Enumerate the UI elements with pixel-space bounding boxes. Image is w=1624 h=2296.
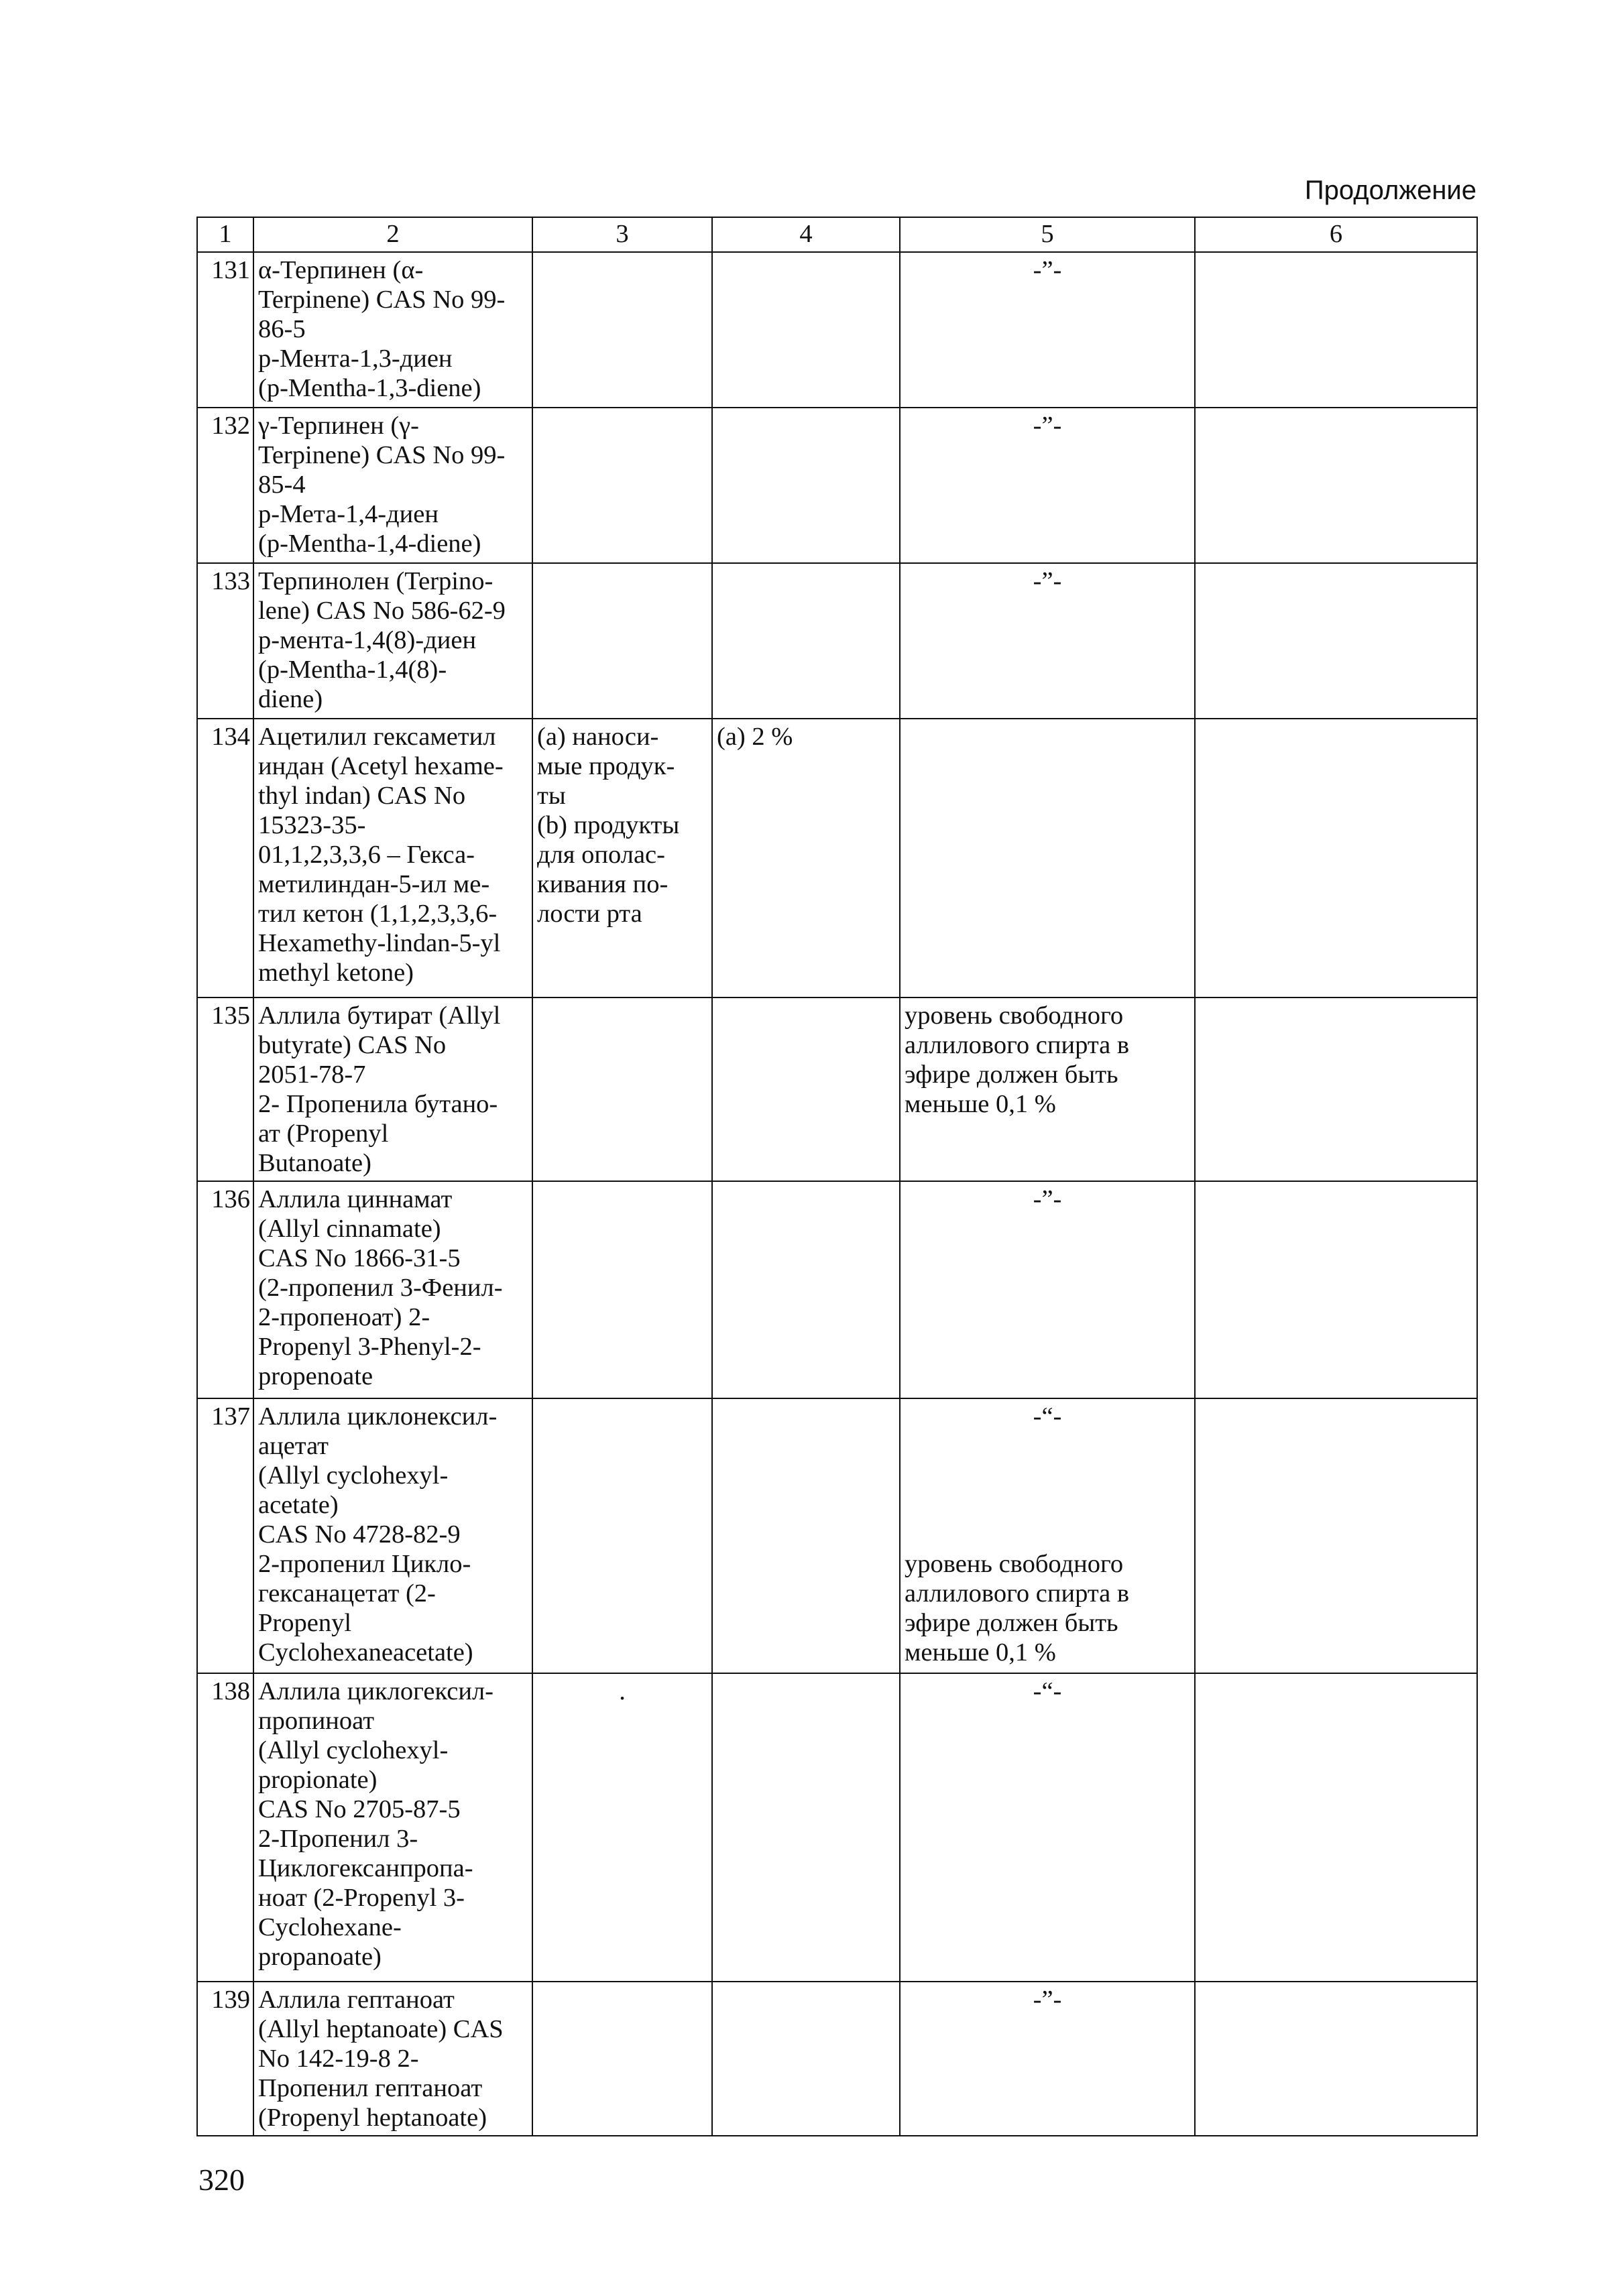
product-type-cell xyxy=(532,998,712,1181)
substance-name-line: Butanoate) xyxy=(258,1149,371,1177)
product-type-line: (b) продукты xyxy=(537,811,680,839)
substance-name-line: Hexamethy-lindan-5-yl xyxy=(258,929,501,957)
conditions-cell xyxy=(900,998,1195,1181)
notes-cell xyxy=(1195,1982,1477,2136)
substance-name-line: lene) CAS No 586-62-9 xyxy=(258,597,506,625)
substance-name-line: Аллила циклонексил- xyxy=(258,1402,498,1431)
substance-name-line: diene) xyxy=(258,685,323,713)
conditions-line: эфире должен быть xyxy=(905,1609,1118,1637)
substance-name-line: 2- Пропенила бутано- xyxy=(258,1090,498,1118)
product-type-cell xyxy=(532,563,712,719)
notes-cell xyxy=(1195,719,1477,998)
substance-name-line: ноат (2-Propenyl 3- xyxy=(258,1884,465,1912)
max-concentration-cell xyxy=(712,1982,900,2136)
substance-name-line: (Propenyl heptanoate) xyxy=(258,2104,487,2132)
row-number-cell: 131 xyxy=(197,252,253,408)
substance-name-line: Циклогексанпропа- xyxy=(258,1854,473,1882)
conditions-line: уровень свободного xyxy=(905,1002,1124,1030)
product-type-line: мые продук- xyxy=(537,752,675,780)
product-type-cell xyxy=(532,719,712,998)
product-type-line: для ополас- xyxy=(537,841,665,869)
row-number-cell: 132 xyxy=(197,408,253,563)
row-number-cell: 133 xyxy=(197,563,253,719)
substance-name-line: (Allyl cinnamate) xyxy=(258,1215,441,1243)
conditions-line: уровень свободного xyxy=(905,1550,1124,1578)
substance-name-line: Аллила циклогексил- xyxy=(258,1677,494,1705)
table-row xyxy=(197,998,1477,1181)
product-type-cell xyxy=(532,408,712,563)
substance-name-line: propanoate) xyxy=(258,1943,382,1971)
col-header-1: 1 xyxy=(197,217,253,252)
substance-name-line: p-Мента-1,3-диен xyxy=(258,345,453,373)
substance-name-cell xyxy=(253,563,532,719)
substance-name-line: 2-Пропенил 3- xyxy=(258,1825,418,1853)
table-row xyxy=(197,408,1477,563)
max-concentration-cell xyxy=(712,998,900,1181)
substance-name-cell xyxy=(253,719,532,998)
substance-name-line: 2-пропеноат) 2- xyxy=(258,1303,430,1331)
substance-name-line: 86-5 xyxy=(258,315,306,343)
table-row xyxy=(197,563,1477,719)
table-row xyxy=(197,1398,1477,1673)
conditions-cell xyxy=(900,1398,1195,1673)
conditions-line: аллилового спирта в xyxy=(905,1579,1130,1608)
substance-name-cell xyxy=(253,1982,532,2136)
substance-name-line: Propenyl 3-Phenyl-2- xyxy=(258,1333,481,1361)
conditions-cell xyxy=(900,1982,1195,2136)
substance-name-line: butyrate) CAS No xyxy=(258,1031,447,1059)
max-concentration-cell xyxy=(712,1673,900,1982)
col-header-5: 5 xyxy=(900,217,1195,252)
substance-name-line: пропиноат xyxy=(258,1707,375,1735)
ditto-mark: -”- xyxy=(1033,567,1062,595)
substance-name-line: (Allyl cyclohexyl- xyxy=(258,1461,449,1490)
table-row xyxy=(197,1982,1477,2136)
col-header-3: 3 xyxy=(532,217,712,252)
substance-name-line: No 142-19-8 2- xyxy=(258,2045,419,2073)
substance-name-line: p-Мета-1,4-диен xyxy=(258,500,439,528)
substance-name-line: 01,1,2,3,3,6 – Гекса- xyxy=(258,841,475,869)
product-type-cell xyxy=(532,1673,712,1982)
product-type-cell xyxy=(532,1398,712,1673)
conditions-cell xyxy=(900,1673,1195,1982)
substance-name-line: индан (Acetyl hexame- xyxy=(258,752,504,780)
table-row xyxy=(197,719,1477,998)
substance-name-line: propenoate xyxy=(258,1362,373,1390)
product-type-line: (a) наноси- xyxy=(537,723,659,751)
notes-cell xyxy=(1195,1398,1477,1673)
substance-name-line: ацетат xyxy=(258,1432,329,1460)
row-number-cell: 134 xyxy=(197,719,253,998)
substance-name-line: p-мента-1,4(8)-диен xyxy=(258,626,477,654)
substance-name-cell xyxy=(253,1398,532,1673)
conditions-line: аллилового спирта в xyxy=(905,1031,1130,1059)
notes-cell xyxy=(1195,998,1477,1181)
row-number-cell: 138 xyxy=(197,1673,253,1982)
row-number-cell: 139 xyxy=(197,1982,253,2136)
ditto-mark: -”- xyxy=(1033,1185,1062,1213)
substance-name-line: 2-пропенил Цикло- xyxy=(258,1550,471,1578)
conditions-cell xyxy=(900,563,1195,719)
substance-name-line: (p-Mentha-1,3-diene) xyxy=(258,374,481,402)
continuation-label: Продолжение xyxy=(1304,176,1476,205)
substance-name-line: (Allyl heptanoate) CAS xyxy=(258,2015,504,2043)
col-header-4: 4 xyxy=(712,217,900,252)
substance-name-cell xyxy=(253,1673,532,1982)
substance-name-line: Cyclohexane- xyxy=(258,1913,402,1941)
substance-name-line: CAS No 2705-87-5 xyxy=(258,1795,461,1823)
stray-mark: . xyxy=(619,1677,626,1705)
substance-name-cell xyxy=(253,998,532,1181)
substance-name-cell xyxy=(253,1181,532,1398)
ditto-mark: -”- xyxy=(1033,256,1062,284)
substance-name-line: acetate) xyxy=(258,1491,339,1519)
table-row xyxy=(197,252,1477,408)
substance-name-line: метилиндан-5-ил ме- xyxy=(258,870,490,898)
substance-name-line: Аллила циннамат xyxy=(258,1185,453,1213)
substance-name-line: thyl indan) CAS No xyxy=(258,782,466,810)
col-header-6: 6 xyxy=(1195,217,1477,252)
conditions-cell xyxy=(900,408,1195,563)
page-number: 320 xyxy=(198,2163,245,2197)
substance-name-line: Аллила бутират (Allyl xyxy=(258,1002,501,1030)
row-number-cell: 137 xyxy=(197,1398,253,1673)
substance-name-line: (Allyl cyclohexyl- xyxy=(258,1736,449,1764)
ditto-mark: -“- xyxy=(1033,1677,1062,1705)
product-type-line: ты xyxy=(537,782,566,810)
max-concentration-cell xyxy=(712,408,900,563)
substance-name-line: CAS No 1866-31-5 xyxy=(258,1244,461,1272)
substance-name-line: α-Терпинен (α- xyxy=(258,256,424,284)
substance-name-line: Аллила гептаноат xyxy=(258,1986,455,2014)
header-row xyxy=(197,217,1477,252)
conditions-line: меньше 0,1 % xyxy=(905,1090,1056,1118)
row-number-cell: 135 xyxy=(197,998,253,1181)
product-type-cell xyxy=(532,252,712,408)
substance-name-line: CAS No 4728-82-9 xyxy=(258,1520,461,1549)
substance-name-line: Ацетилил гексаметил xyxy=(258,723,496,751)
data-table xyxy=(196,217,1478,2136)
substance-name-line: 2051-78-7 xyxy=(258,1061,366,1089)
notes-cell xyxy=(1195,563,1477,719)
conditions-cell xyxy=(900,1181,1195,1398)
conditions-cell xyxy=(900,252,1195,408)
ditto-mark: -”- xyxy=(1033,1986,1062,2014)
substance-name-cell xyxy=(253,252,532,408)
table-row xyxy=(197,1181,1477,1398)
substance-name-line: ат (Propenyl xyxy=(258,1120,389,1148)
row-number-cell: 136 xyxy=(197,1181,253,1398)
substance-name-line: тил кетон (1,1,2,3,3,6- xyxy=(258,900,498,928)
substance-name-line: гексанацетат (2- xyxy=(258,1579,436,1608)
substance-name-line: Терпинолен (Terpino- xyxy=(258,567,494,595)
substance-name-cell xyxy=(253,408,532,563)
substance-name-line: Cyclohexaneacetate) xyxy=(258,1638,473,1667)
conditions-line: меньше 0,1 % xyxy=(905,1638,1056,1667)
product-type-cell xyxy=(532,1181,712,1398)
notes-cell xyxy=(1195,252,1477,408)
ditto-mark: -“- xyxy=(1033,1402,1062,1431)
substance-name-line: Terpinene) CAS No 99- xyxy=(258,286,506,314)
max-concentration-cell xyxy=(712,1181,900,1398)
substance-name-line: (2-пропенил 3-Фенил- xyxy=(258,1274,503,1302)
ditto-mark: -”- xyxy=(1033,412,1062,440)
product-type-line: кивания по- xyxy=(537,870,669,898)
notes-cell xyxy=(1195,1181,1477,1398)
notes-cell xyxy=(1195,1673,1477,1982)
spacer xyxy=(905,1431,1190,1549)
substance-name-line: (p-Mentha-1,4-diene) xyxy=(258,530,481,558)
substance-name-line: 85-4 xyxy=(258,471,306,499)
conditions-line: эфире должен быть xyxy=(905,1061,1118,1089)
conditions-cell xyxy=(900,719,1195,998)
product-type-line: лости рта xyxy=(537,900,642,928)
substance-name-line: propionate) xyxy=(258,1766,378,1794)
product-type-cell xyxy=(532,1982,712,2136)
substance-name-line: γ-Терпинен (γ- xyxy=(258,412,420,440)
col-header-2: 2 xyxy=(253,217,532,252)
table-body xyxy=(197,252,1477,2136)
substance-name-line: (p-Mentha-1,4(8)- xyxy=(258,656,447,684)
substance-name-line: methyl ketone) xyxy=(258,959,414,987)
max-concentration-cell xyxy=(712,252,900,408)
max-concentration-cell: (a) 2 % xyxy=(712,719,900,998)
notes-cell xyxy=(1195,408,1477,563)
max-concentration-cell xyxy=(712,1398,900,1673)
max-concentration-cell xyxy=(712,563,900,719)
table-row xyxy=(197,1673,1477,1982)
substance-name-line: 15323-35- xyxy=(258,811,366,839)
substance-name-line: Propenyl xyxy=(258,1609,352,1637)
substance-name-line: Terpinene) CAS No 99- xyxy=(258,441,506,469)
substance-name-line: Пропенил гептаноат xyxy=(258,2074,483,2102)
